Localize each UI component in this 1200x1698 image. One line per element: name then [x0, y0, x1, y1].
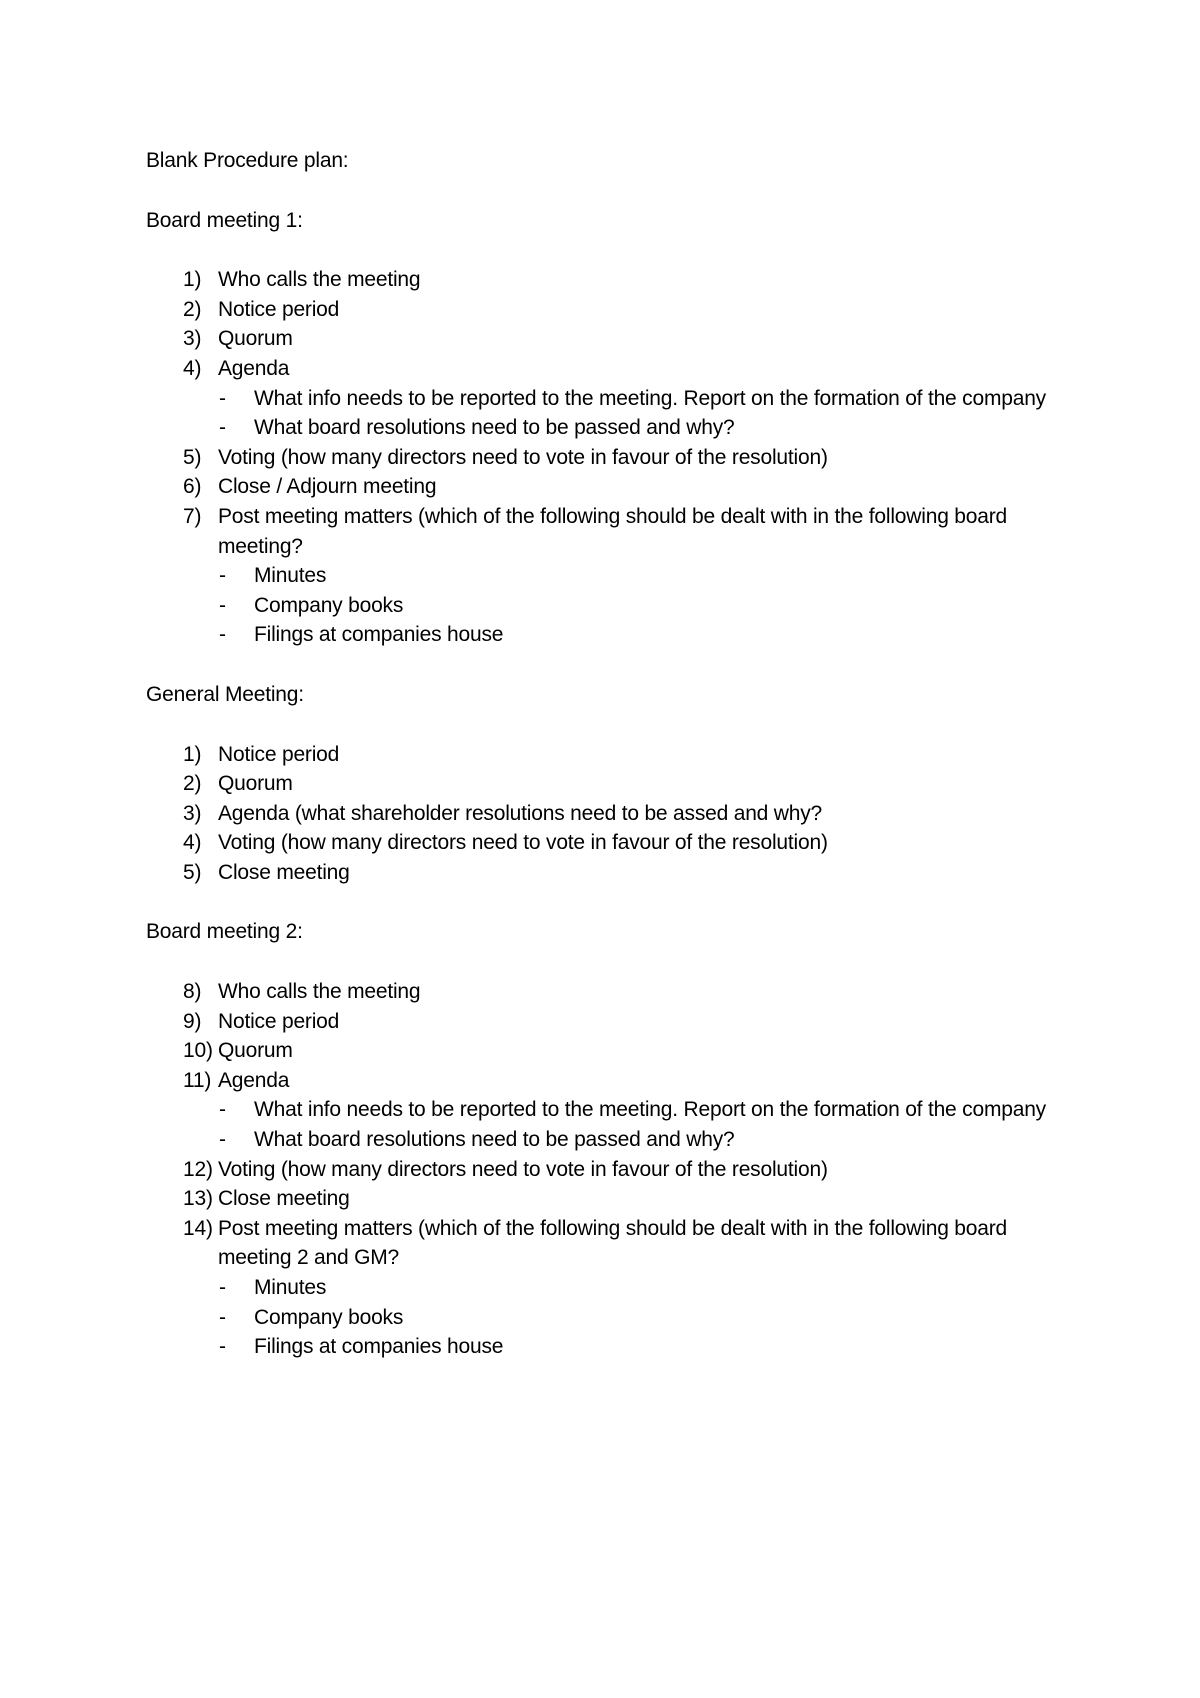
list-item-text: Post meeting matters (which of the following should be dealt with in the following board meeting?	[218, 504, 1008, 558]
list-item-text: Notice period	[218, 742, 340, 766]
list-item-number: 11)	[183, 1068, 212, 1092]
dash-bullet-icon: -	[219, 623, 226, 647]
sub-list	[218, 561, 1046, 650]
list-item-text: Notice period	[218, 1009, 340, 1033]
list-item-number: 4)	[183, 831, 202, 855]
sub-list-item	[218, 620, 1046, 650]
list-item	[146, 1007, 1046, 1037]
sub-list-item-text: What board resolutions need to be passed and why?	[254, 416, 735, 440]
sub-list-item	[218, 384, 1046, 414]
dash-bullet-icon: -	[219, 1098, 226, 1122]
sections-container	[146, 206, 1046, 1362]
numbered-list	[146, 265, 1046, 650]
dash-bullet-icon: -	[219, 564, 226, 588]
list-item	[146, 769, 1046, 799]
list-item-text: Quorum	[218, 1039, 293, 1063]
list-item-text: Close meeting	[218, 860, 350, 884]
list-item	[146, 295, 1046, 325]
sub-list	[218, 1095, 1046, 1154]
sub-list-item-text: Minutes	[254, 1276, 327, 1299]
list-item-number: 1)	[183, 742, 202, 766]
section-heading: General Meeting:	[146, 682, 304, 706]
sub-list-item	[218, 1303, 1046, 1333]
list-item-number: 10)	[183, 1039, 213, 1063]
sub-list	[218, 384, 1046, 443]
list-item	[146, 324, 1046, 354]
sub-list-item	[218, 561, 1046, 591]
list-item	[146, 828, 1046, 858]
sub-list-item	[218, 413, 1046, 443]
dash-bullet-icon: -	[219, 1335, 226, 1359]
list-item-text: Close meeting	[218, 1187, 350, 1211]
list-item	[146, 443, 1046, 473]
list-item-number: 4)	[183, 356, 202, 380]
section-heading: Board meeting 2:	[146, 920, 303, 944]
list-item	[146, 472, 1046, 502]
sub-list-item-text: Company books	[254, 593, 404, 617]
list-item-text: Voting (how many directors need to vote in favour of the resolution)	[218, 831, 828, 855]
numbered-list	[146, 977, 1046, 1362]
list-item-number: 5)	[183, 445, 202, 469]
list-item-number: 13)	[183, 1187, 213, 1211]
list-item-number: 14)	[183, 1216, 213, 1240]
list-item	[146, 354, 1046, 443]
section-heading: Board meeting 1:	[146, 208, 303, 232]
dash-bullet-icon: -	[219, 386, 226, 410]
list-item-text: Who calls the meeting	[218, 268, 421, 292]
list-item-text: Agenda	[218, 356, 290, 380]
numbered-list	[146, 740, 1046, 888]
list-item-text: Voting (how many directors need to vote in favour of the resolution)	[218, 445, 828, 469]
list-item	[146, 1184, 1046, 1214]
list-item-text: Close / Adjourn meeting	[218, 475, 437, 499]
list-item	[146, 858, 1046, 888]
sub-list-item-text: What board resolutions need to be passed and why?	[254, 1128, 735, 1152]
list-item-number: 5)	[183, 860, 202, 884]
list-item	[146, 1036, 1046, 1066]
document-title: Blank Procedure plan:	[146, 149, 349, 172]
list-item	[146, 1066, 1046, 1155]
sub-list-item-text: Company books	[254, 1305, 404, 1329]
list-item-number: 1)	[183, 268, 202, 292]
list-item-text: Notice period	[218, 297, 340, 321]
sub-list-item	[218, 591, 1046, 621]
list-item	[146, 740, 1046, 770]
list-item-text: Who calls the meeting	[218, 980, 421, 1004]
list-item-text: Quorum	[218, 327, 293, 351]
list-item-number: 6)	[183, 475, 202, 499]
sub-list-item-text: Filings at companies house	[254, 623, 504, 647]
list-item	[146, 502, 1046, 650]
list-item-text: Agenda (what shareholder resolutions need to be assed and why?	[218, 801, 823, 825]
list-item-number: 8)	[183, 980, 202, 1004]
list-item-text: Agenda	[218, 1068, 290, 1092]
list-item-text: Quorum	[218, 772, 293, 796]
list-item	[146, 1155, 1046, 1185]
dash-bullet-icon: -	[219, 416, 226, 440]
list-item-number: 12)	[183, 1157, 213, 1181]
sub-list	[218, 1273, 1046, 1362]
sub-list-item-text: What info needs to be reported to the meeting. Report on the formation of the company	[254, 1098, 1046, 1122]
sub-list-item	[218, 1332, 1046, 1362]
dash-bullet-icon: -	[219, 1276, 226, 1299]
list-item-number: 9)	[183, 1009, 202, 1033]
list-item	[146, 799, 1046, 829]
sub-list-item-text: Minutes	[254, 564, 327, 588]
document-body	[146, 146, 1046, 1392]
list-item	[146, 265, 1046, 295]
list-item-number: 3)	[183, 327, 202, 351]
dash-bullet-icon: -	[219, 1128, 226, 1152]
list-item	[146, 977, 1046, 1007]
sub-list-item-text: What info needs to be reported to the meeting. Report on the formation of the company	[254, 386, 1046, 410]
list-item-number: 3)	[183, 801, 202, 825]
list-item-text: Voting (how many directors need to vote in favour of the resolution)	[218, 1157, 828, 1181]
list-item-number: 2)	[183, 297, 202, 321]
list-item-number: 7)	[183, 504, 202, 528]
sub-list-item	[218, 1095, 1046, 1125]
list-item	[146, 1214, 1046, 1362]
dash-bullet-icon: -	[219, 1305, 226, 1329]
sub-list-item-text: Filings at companies house	[254, 1335, 504, 1359]
sub-list-item	[218, 1125, 1046, 1155]
dash-bullet-icon: -	[219, 593, 226, 617]
list-item-text: Post meeting matters (which of the following should be dealt with in the following board meeting 2 and GM?	[218, 1216, 1008, 1270]
list-item-number: 2)	[183, 772, 202, 796]
sub-list-item	[218, 1273, 1046, 1303]
